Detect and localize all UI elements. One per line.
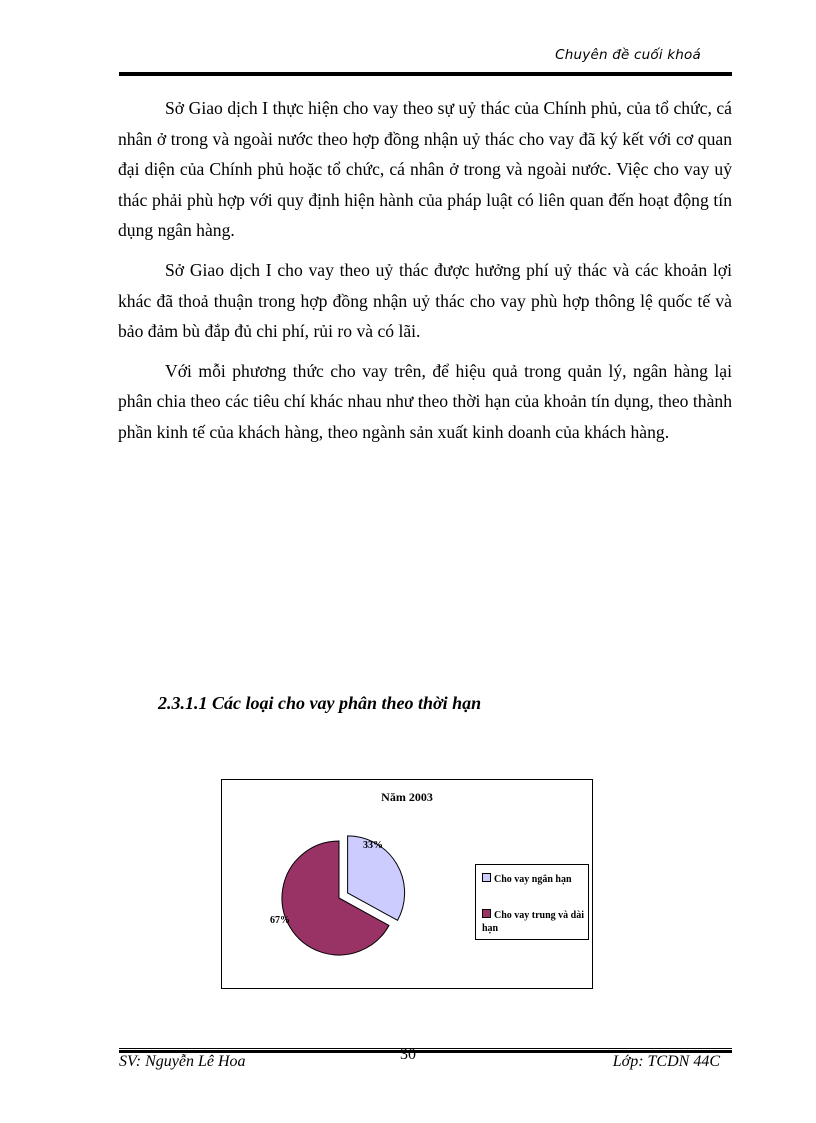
footer-class: Lớp: TCDN 44C — [612, 1053, 720, 1070]
footer-student-name: SV: Nguyễn Lê Hoa — [119, 1053, 246, 1070]
pie-chart — [221, 779, 593, 989]
legend-swatch-long-term — [482, 909, 491, 918]
legend-label-long-term: Cho vay trung và dài hạn — [482, 910, 585, 934]
chart-legend — [475, 864, 589, 940]
paragraph-1: Sở Giao dịch I thực hiện cho vay theo sự uỷ thác của Chính phủ, của tổ chức, cá nhân ở trong và ngoài nước theo hợp đồng nhận uỷ thác cho vay đã ký kết với cơ quan đại diện của Chính phủ hoặc tổ chức, cá nhân ở trong và ngoài nước. Việc cho vay uỷ thác phải phù hợp với quy định hiện hành của pháp luật có liên quan đến hoạt động tín dụng ngân hàng. — [118, 98, 732, 241]
paragraph-3: Với mỗi phương thức cho vay trên, để hiệu quả trong quản lý, ngân hàng lại phân chia theo các tiêu chí khác nhau như theo thời hạn của khoản tín dụng, theo thành phần kinh tế của khách hàng, theo ngành sản xuất kinh doanh của khách hàng. — [118, 360, 732, 442]
legend-item-short-term — [482, 873, 586, 886]
paragraph-2: Sở Giao dịch I cho vay theo uỷ thác được hưởng phí uỷ thác và các khoản lợi khác đã thoả thuận trong hợp đồng nhận uỷ thác cho vay phù hợp thông lệ quốc tế và bảo đảm bù đắp đủ chi phí, rủi ro và có lãi. — [118, 259, 732, 342]
body-text — [118, 93, 732, 457]
legend-label-short-term: Cho vay ngắn hạn — [494, 874, 572, 885]
legend-swatch-short-term — [482, 873, 491, 882]
footer-page-number: 30 — [400, 1046, 416, 1063]
slice-label-long-term: 67% — [270, 915, 290, 926]
legend-item-long-term — [482, 909, 586, 935]
header-rule — [119, 72, 732, 76]
header-title: Chuyên đề cuối khoá — [555, 47, 701, 63]
chart-title: Năm 2003 — [381, 790, 433, 804]
slice-label-short-term: 33% — [363, 840, 383, 851]
section-heading: 2.3.1.1 Các loại cho vay phân theo thời hạn — [158, 693, 482, 713]
